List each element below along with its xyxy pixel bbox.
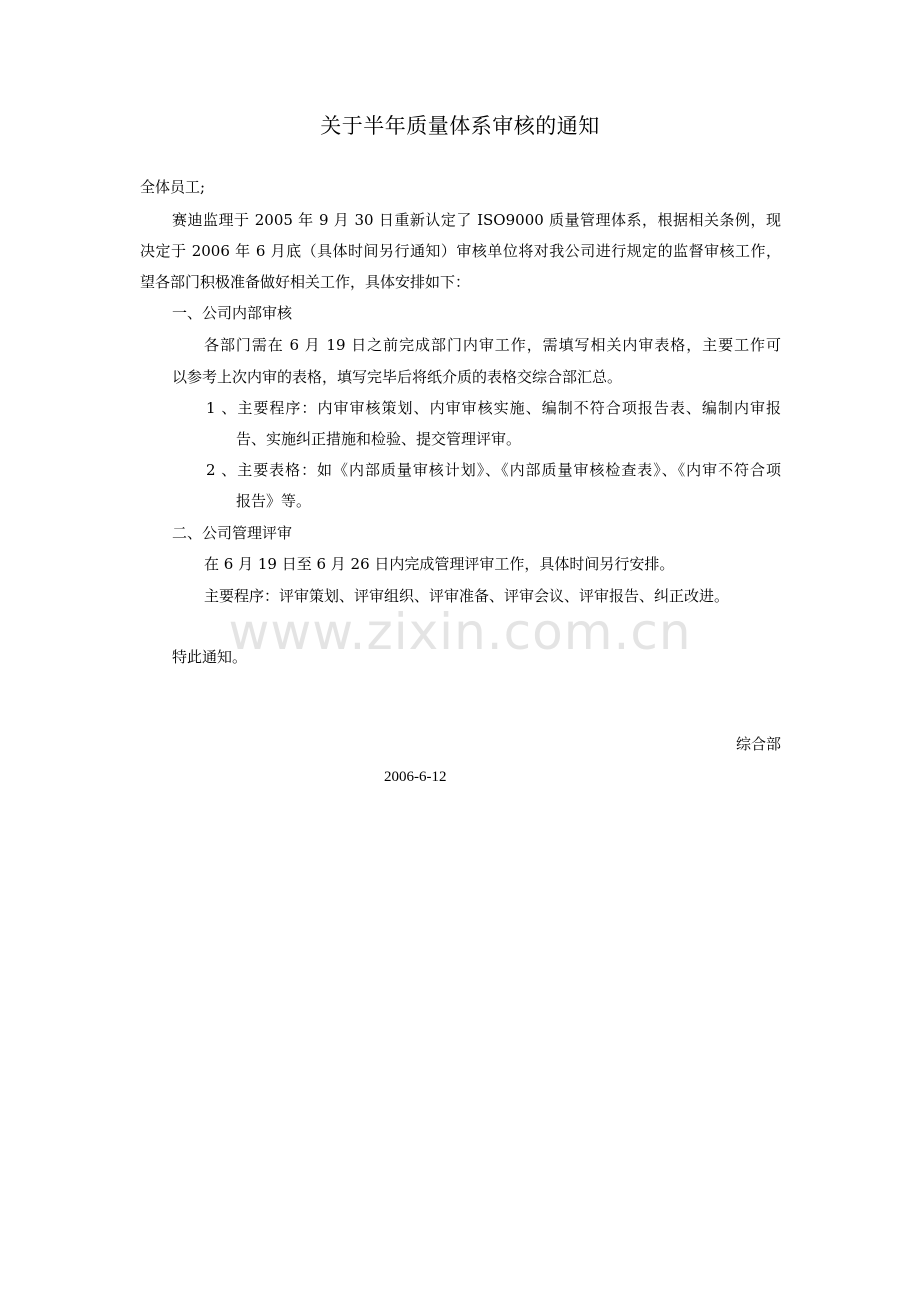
intro-line-1: 赛迪监理于 2005 年 9 月 30 日重新认定了 ISO9000 质量管理体系，根据相关条例，现 (172, 211, 781, 229)
salutation: 全体员工; (140, 178, 206, 196)
intro-line-2: 决定于 2006 年 6 月底（具体时间另行通知）审核单位将对我公司进行规定的监督审核工作， (140, 242, 781, 260)
intro-line-3: 望各部门积极准备做好相关工作，具体安排如下： (140, 273, 471, 291)
signature-department: 综合部 (735, 735, 781, 753)
section2-para: 在 6 月 19 日至 6 月 26 日内完成管理评审工作，具体时间另行安排。 (204, 555, 675, 573)
section1-item2-line-1: 2 、主要表格：如《内部质量审核计划》、《内部质量审核检查表》、《内审不符合项 (206, 461, 781, 479)
section1-item2-line-2: 报告》等。 (236, 492, 312, 510)
section2-heading: 二、公司管理评审 (172, 524, 293, 542)
section1-item1-line-2: 告、实施纠正措施和检验、提交管理评审。 (236, 430, 522, 448)
closing-text: 特此通知。 (172, 648, 248, 666)
section2-procedure: 主要程序：评审策划、评审组织、评审准备、评审会议、评审报告、纠正改进。 (204, 587, 730, 605)
section1-item1-line-1: 1 、主要程序：内审审核策划、内审审核实施、编制不符合项报告表、编制内审报 (206, 399, 781, 417)
section1-heading: 一、公司内部审核 (172, 304, 293, 322)
section1-para-line-2: 以参考上次内审的表格，填写完毕后将纸介质的表格交综合部汇总。 (172, 368, 623, 386)
watermark: www.zixin.com.cn (228, 603, 692, 661)
signature-date: 2006-6-12 (384, 769, 447, 785)
document-title: 关于半年质量体系审核的通知 (320, 114, 600, 138)
section1-para-line-1: 各部门需在 6 月 19 日之前完成部门内审工作，需填写相关内审表格，主要工作可 (204, 336, 781, 354)
